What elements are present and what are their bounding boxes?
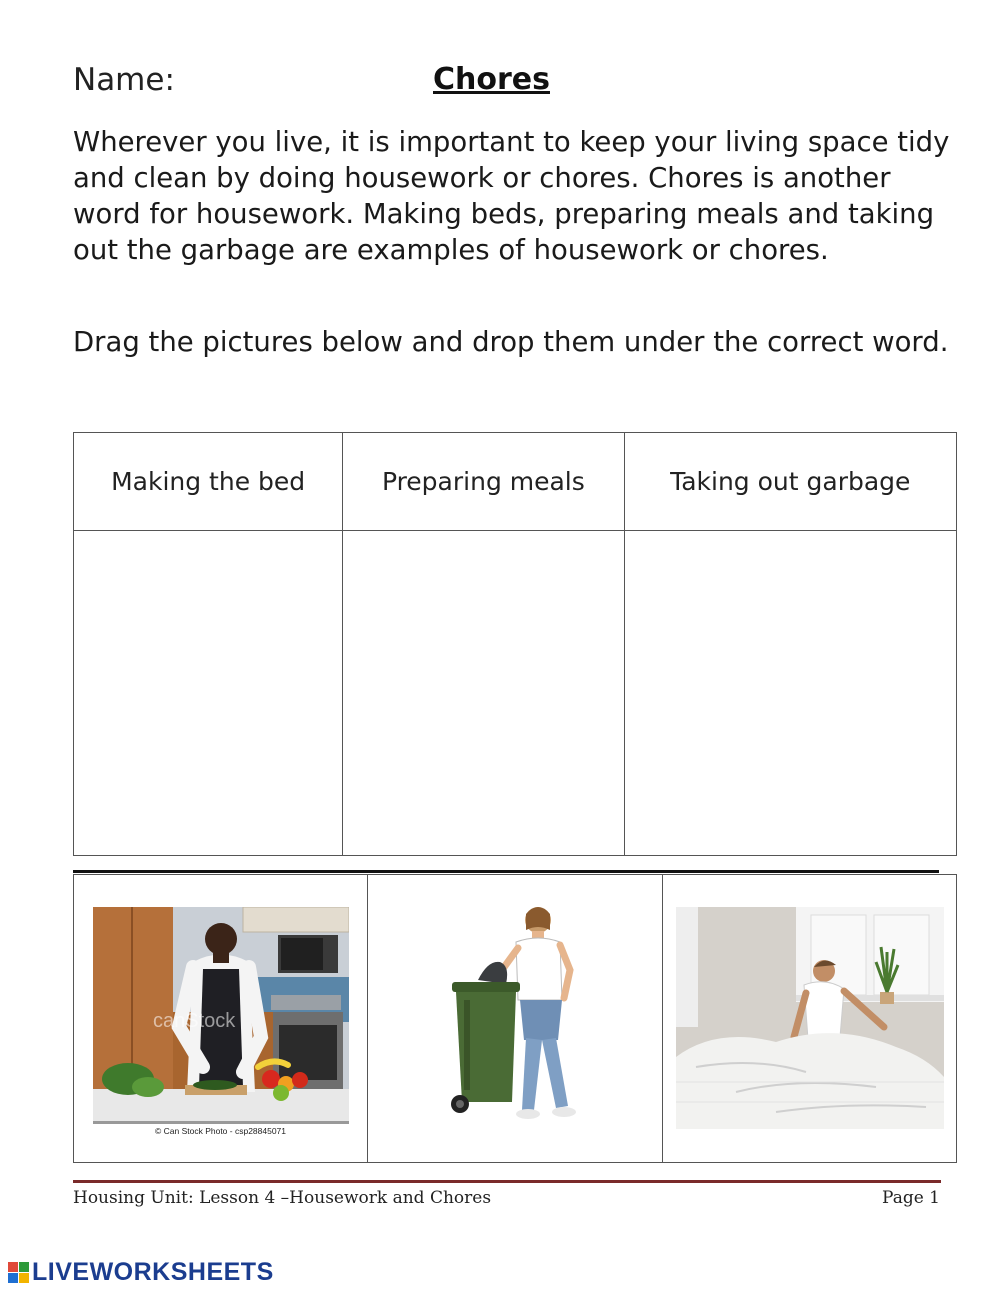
- name-label: Name:: [73, 62, 175, 98]
- header-preparing-meals: Preparing meals: [343, 433, 624, 531]
- page-title: Chores: [433, 62, 550, 97]
- drop-zone-preparing-meals[interactable]: [343, 531, 624, 856]
- garbage-picture[interactable]: [438, 900, 598, 1132]
- instruction-paragraph: Drag the pictures below and drop them under the correct word.: [73, 326, 949, 358]
- watermark: canStock: [153, 1010, 236, 1032]
- footer-line: [73, 1180, 941, 1183]
- bed-picture[interactable]: [676, 907, 944, 1129]
- header: [73, 62, 953, 108]
- footer-page-number: Page 1: [882, 1188, 940, 1208]
- picture-cell-bed: [663, 875, 956, 1162]
- header-making-bed: Making the bed: [74, 433, 343, 531]
- picture-bank: [73, 874, 957, 1163]
- brand-name: LIVEWORKSHEETS: [32, 1258, 274, 1286]
- brand-logo[interactable]: [8, 1258, 274, 1287]
- picture-cell-cooking: [74, 875, 368, 1162]
- divider: [73, 870, 939, 873]
- cooking-picture[interactable]: [93, 907, 349, 1139]
- picture-cell-garbage: [368, 875, 662, 1162]
- header-taking-out-garbage: Taking out garbage: [624, 433, 957, 531]
- drop-table: [73, 432, 957, 856]
- drop-zone-making-bed[interactable]: [74, 531, 343, 856]
- footer-lesson-title: Housing Unit: Lesson 4 –Housework and Chores: [73, 1188, 492, 1208]
- drop-zone-taking-out-garbage[interactable]: [624, 531, 957, 856]
- intro-paragraph: Wherever you live, it is important to keep your living space tidy and clean by doing housework or chores. Chores is another word for housework. Making beds, preparing meals and taking out the garbage are examples of housework or chores.: [73, 126, 950, 266]
- photo-caption: © Can Stock Photo - csp28845071: [155, 1126, 287, 1136]
- liveworksheets-icon: [8, 1262, 30, 1284]
